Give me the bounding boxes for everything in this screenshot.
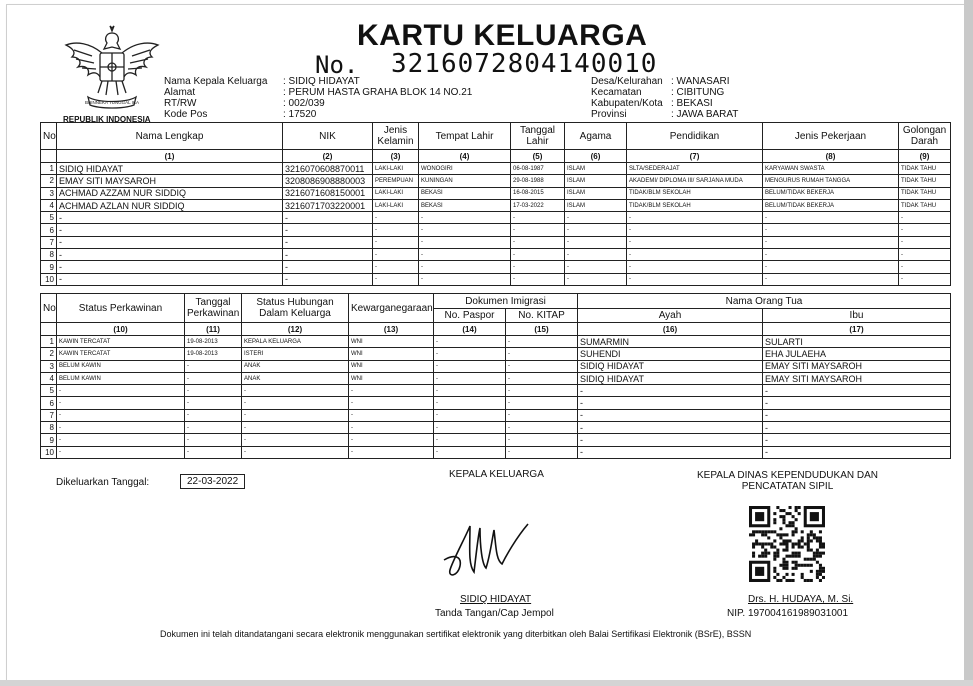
table-cell: ISLAM	[565, 199, 627, 211]
table-cell: -	[434, 434, 506, 446]
col-header: Tanggal Perkawinan	[185, 294, 242, 323]
table-row	[41, 273, 951, 285]
table-cell: -	[419, 236, 511, 248]
table-cell: -	[57, 409, 185, 421]
table-cell: -	[506, 397, 578, 409]
table-cell: -	[627, 261, 763, 273]
table-cell: -	[373, 261, 419, 273]
table-cell: -	[763, 249, 899, 261]
table-row	[41, 336, 951, 348]
table-cell: -	[511, 224, 565, 236]
table-cell: -	[419, 224, 511, 236]
table-cell: 9	[41, 261, 57, 273]
table-cell: MENGURUS RUMAH TANGGA	[763, 175, 899, 187]
column-number: (3)	[373, 150, 419, 163]
table-row	[41, 397, 951, 409]
table-cell: SIDIQ HIDAYAT	[578, 372, 763, 384]
table-cell: -	[899, 224, 951, 236]
table-cell: 8	[41, 422, 57, 434]
table-cell: 3	[41, 360, 57, 372]
column-number: (1)	[57, 150, 283, 163]
table-cell: -	[578, 434, 763, 446]
page-edge	[964, 0, 973, 686]
svg-text:BHINNEKA TUNGGAL IKA: BHINNEKA TUNGGAL IKA	[84, 100, 140, 105]
table-cell: 19-08-2013	[185, 336, 242, 348]
header-label: Kecamatan	[591, 87, 642, 98]
table-cell: SLTA/SEDERAJAT	[627, 163, 763, 175]
table-cell: ACHMAD AZLAN NUR SIDDIQ	[57, 199, 283, 211]
table-cell: -	[283, 224, 373, 236]
column-number: (16)	[578, 323, 763, 336]
table-cell: WNI	[349, 348, 434, 360]
table-row	[41, 360, 951, 372]
table-cell: -	[899, 249, 951, 261]
table-cell: -	[763, 273, 899, 285]
table-cell: -	[578, 446, 763, 458]
column-number: (13)	[349, 323, 434, 336]
table-cell: -	[185, 385, 242, 397]
column-number: (6)	[565, 150, 627, 163]
document-title: KARTU KELUARGA	[357, 19, 648, 52]
col-header: Pendidikan	[627, 123, 763, 150]
issued-date: 22-03-2022	[180, 474, 245, 489]
table-cell: 3208086908880003	[283, 175, 373, 187]
table-cell: BEKASI	[419, 199, 511, 211]
table-cell: -	[763, 446, 951, 458]
table-cell: -	[349, 434, 434, 446]
column-number: (10)	[57, 323, 185, 336]
col-header: Golongan Darah	[899, 123, 951, 150]
table-cell: 6	[41, 397, 57, 409]
table-cell: TIDAK TAHU	[899, 199, 951, 211]
table-cell: 3216071608150001	[283, 187, 373, 199]
table-cell: WNI	[349, 372, 434, 384]
table-cell: -	[242, 422, 349, 434]
table-cell: -	[57, 236, 283, 248]
table-cell: -	[899, 212, 951, 224]
header-label: RT/RW	[164, 98, 197, 109]
col-header: Nama Orang Tua	[578, 294, 951, 309]
table-cell: -	[185, 422, 242, 434]
table-cell: -	[627, 273, 763, 285]
table-cell: WNI	[349, 336, 434, 348]
table-cell: -	[349, 409, 434, 421]
table-cell: -	[506, 336, 578, 348]
table-cell: 3	[41, 187, 57, 199]
table-cell: -	[373, 273, 419, 285]
header-label: Kabupaten/Kota	[591, 98, 663, 109]
table-cell: LAKI-LAKI	[373, 187, 419, 199]
table-cell: -	[419, 273, 511, 285]
column-number: (11)	[185, 323, 242, 336]
table-cell: SULARTI	[763, 336, 951, 348]
table-cell: -	[242, 385, 349, 397]
table-cell: KAWIN TERCATAT	[57, 348, 185, 360]
header-right-labels	[591, 76, 663, 120]
table-cell: BEKASI	[419, 187, 511, 199]
table-cell: -	[57, 261, 283, 273]
table-cell: -	[763, 261, 899, 273]
table-row	[41, 175, 951, 187]
table-cell: ANAK	[242, 372, 349, 384]
column-number: (8)	[763, 150, 899, 163]
table-cell: EMAY SITI MAYSAROH	[763, 372, 951, 384]
table-row	[41, 434, 951, 446]
table-cell: BELUM/TIDAK BEKERJA	[763, 199, 899, 211]
table-cell: -	[434, 336, 506, 348]
family-card-number: 3216072804140010	[391, 49, 658, 79]
table-cell: -	[373, 236, 419, 248]
header-value: : SIDIQ HIDAYAT	[283, 76, 360, 87]
table-cell: -	[419, 212, 511, 224]
table-cell: -	[349, 385, 434, 397]
table-row	[41, 163, 951, 175]
table-cell: -	[57, 273, 283, 285]
table-row	[41, 385, 951, 397]
table-cell: -	[185, 446, 242, 458]
table-cell: -	[506, 360, 578, 372]
column-number: (2)	[283, 150, 373, 163]
table-cell: TIDAK TAHU	[899, 187, 951, 199]
table-cell: SUMARMIN	[578, 336, 763, 348]
table-cell: -	[185, 434, 242, 446]
table-cell: BELUM KAWIN	[57, 372, 185, 384]
table-cell: -	[627, 236, 763, 248]
col-header: Tempat Lahir	[419, 123, 511, 150]
official-title	[695, 470, 880, 492]
table-cell: -	[349, 397, 434, 409]
table-cell: 2	[41, 175, 57, 187]
table-cell: -	[763, 434, 951, 446]
table-cell: -	[434, 348, 506, 360]
header-left-labels	[164, 76, 267, 120]
table-cell: -	[565, 249, 627, 261]
col-header: Ibu	[763, 309, 951, 323]
header-value: : WANASARI	[671, 76, 730, 87]
col-header: Ayah	[578, 309, 763, 323]
table-cell: -	[283, 249, 373, 261]
table-cell: 8	[41, 249, 57, 261]
table-cell: 6	[41, 224, 57, 236]
header-value: : 17520	[283, 109, 317, 120]
table-cell: -	[434, 397, 506, 409]
table-cell: -	[434, 446, 506, 458]
table-cell: -	[506, 434, 578, 446]
table-cell: -	[899, 261, 951, 273]
table-cell: EHA JULAEHA	[763, 348, 951, 360]
table-cell: -	[565, 236, 627, 248]
col-header: No. Paspor	[434, 309, 506, 323]
col-header: Kewarganegaraan	[349, 294, 434, 323]
table-row	[41, 199, 951, 211]
header-label: Provinsi	[591, 109, 627, 120]
table-cell: 2	[41, 348, 57, 360]
table-cell: -	[511, 249, 565, 261]
table-cell: -	[565, 273, 627, 285]
table-cell: 29-08-1988	[511, 175, 565, 187]
column-number-row	[41, 150, 951, 163]
number-label: No.	[315, 51, 359, 79]
table-cell: -	[57, 397, 185, 409]
table-row	[41, 261, 951, 273]
table-cell: -	[627, 249, 763, 261]
official-nip: NIP. 197004161989031001	[727, 608, 849, 619]
family-members-table	[40, 122, 951, 286]
table-cell: 1	[41, 336, 57, 348]
table-cell: 10	[41, 273, 57, 285]
table-cell: TIDAK/BLM SEKOLAH	[627, 199, 763, 211]
table-cell: 1	[41, 163, 57, 175]
table-cell: -	[283, 212, 373, 224]
table-cell: -	[185, 397, 242, 409]
table-cell: -	[763, 409, 951, 421]
col-header: No. KITAP	[506, 309, 578, 323]
table-cell: KEPALA KELUARGA	[242, 336, 349, 348]
issued-label: Dikeluarkan Tanggal:	[56, 477, 150, 488]
col-header: Jenis Kelamin	[373, 123, 419, 150]
table-cell: ANAK	[242, 360, 349, 372]
table-cell: 7	[41, 236, 57, 248]
table-row	[41, 249, 951, 261]
table-cell: 5	[41, 212, 57, 224]
table-cell: -	[57, 434, 185, 446]
table-cell: -	[242, 434, 349, 446]
table-cell: KAWIN TERCATAT	[57, 336, 185, 348]
column-number: (14)	[434, 323, 506, 336]
signature-caption: Tanda Tangan/Cap Jempol	[435, 608, 554, 619]
column-number: (4)	[419, 150, 511, 163]
table-cell: PEREMPUAN	[373, 175, 419, 187]
table-cell: -	[242, 446, 349, 458]
table-cell: -	[57, 249, 283, 261]
column-number: (12)	[242, 323, 349, 336]
table-header-row	[41, 123, 951, 150]
official-title-line: PENCATATAN SIPIL	[741, 481, 834, 492]
header-value: : CIBITUNG	[671, 87, 725, 98]
table-cell: -	[627, 212, 763, 224]
table-cell: -	[434, 422, 506, 434]
qr-code-icon	[749, 506, 825, 582]
table-cell: -	[578, 422, 763, 434]
table-cell: -	[763, 224, 899, 236]
table-cell: -	[434, 385, 506, 397]
emblem-caption: REPUBLIK INDONESIA	[63, 115, 151, 124]
table-cell: LAKI-LAKI	[373, 163, 419, 175]
table-cell: -	[763, 397, 951, 409]
header-left-values	[283, 76, 472, 120]
col-header: Nama Lengkap	[57, 123, 283, 150]
page-edge	[0, 680, 973, 686]
col-header: Status Perkawinan	[57, 294, 185, 323]
table-cell: -	[578, 397, 763, 409]
table-cell: -	[434, 409, 506, 421]
table-cell: -	[763, 422, 951, 434]
table-cell: -	[349, 422, 434, 434]
table-cell: -	[419, 249, 511, 261]
table-cell: 06-08-1987	[511, 163, 565, 175]
table-cell: -	[242, 409, 349, 421]
header-value: : BEKASI	[671, 98, 713, 109]
table-cell: -	[899, 273, 951, 285]
col-header: Dokumen Imigrasi	[434, 294, 578, 309]
table-cell: -	[434, 360, 506, 372]
table-cell: 16-08-2015	[511, 187, 565, 199]
table-cell: -	[185, 372, 242, 384]
garuda-emblem-icon	[62, 23, 162, 119]
table-cell: KUNINGAN	[419, 175, 511, 187]
table-cell: -	[57, 446, 185, 458]
table-cell: 3216070608870011	[283, 163, 373, 175]
table-row	[41, 236, 951, 248]
table-cell: -	[283, 261, 373, 273]
table-cell: 19-08-2013	[185, 348, 242, 360]
official-title-line: KEPALA DINAS KEPENDUDUKAN DAN	[697, 470, 878, 481]
table-cell: 4	[41, 199, 57, 211]
table-cell: AKADEMI/ DIPLOMA III/ SARJANA MUDA	[627, 175, 763, 187]
table-cell: 10	[41, 446, 57, 458]
table-row	[41, 212, 951, 224]
table-cell: ISLAM	[565, 163, 627, 175]
col-header: No	[41, 294, 57, 323]
header-label: Nama Kepala Keluarga	[164, 76, 268, 87]
table-cell: WONOGIRI	[419, 163, 511, 175]
head-of-family-name: SIDIQ HIDAYAT	[460, 594, 532, 605]
table-row	[41, 187, 951, 199]
col-header: Status Hubungan Dalam Keluarga	[242, 294, 349, 323]
official-name: Drs. H. HUDAYA, M. Si.	[748, 594, 854, 605]
col-header: Tanggal Lahir	[511, 123, 565, 150]
header-value: : 002/039	[283, 98, 325, 109]
table-cell: 9	[41, 434, 57, 446]
header-label: Desa/Kelurahan	[591, 76, 663, 87]
table-cell: KARYAWAN SWASTA	[763, 163, 899, 175]
table-cell: LAKI-LAKI	[373, 199, 419, 211]
table-cell: ACHMAD AZZAM NUR SIDDIQ	[57, 187, 283, 199]
table-cell: -	[511, 273, 565, 285]
table-row	[41, 224, 951, 236]
col-header: Agama	[565, 123, 627, 150]
table-cell: -	[506, 348, 578, 360]
table-cell: BELUM KAWIN	[57, 360, 185, 372]
table-cell: -	[511, 261, 565, 273]
table-cell: -	[763, 236, 899, 248]
table-row	[41, 409, 951, 421]
table-cell: -	[242, 397, 349, 409]
table-cell: TIDAK/BLM SEKOLAH	[627, 187, 763, 199]
table-cell: ISLAM	[565, 175, 627, 187]
header-label: Kode Pos	[164, 109, 208, 120]
column-number-row	[41, 323, 951, 336]
table-cell: -	[434, 372, 506, 384]
table-cell: -	[57, 224, 283, 236]
table-cell: -	[57, 422, 185, 434]
table-cell: -	[565, 224, 627, 236]
table-cell: ISTERI	[242, 348, 349, 360]
table-cell: -	[511, 212, 565, 224]
table-cell: -	[506, 385, 578, 397]
table-cell: 17-03-2022	[511, 199, 565, 211]
table-cell: SIDIQ HIDAYAT	[57, 163, 283, 175]
table-cell: -	[763, 212, 899, 224]
table-header-row	[41, 294, 951, 309]
table-cell: 7	[41, 409, 57, 421]
header-value: : PERUM HASTA GRAHA BLOK 14 NO.21	[283, 87, 473, 98]
table-cell: EMAY SITI MAYSAROH	[763, 360, 951, 372]
header-value: : JAWA BARAT	[671, 109, 739, 120]
table-cell: -	[578, 409, 763, 421]
table-cell: 3216071703220001	[283, 199, 373, 211]
col-header: Jenis Pekerjaan	[763, 123, 899, 150]
table-cell: -	[506, 446, 578, 458]
column-number: (5)	[511, 150, 565, 163]
table-row	[41, 446, 951, 458]
table-cell: -	[57, 212, 283, 224]
marital-and-parents-table	[40, 293, 951, 459]
table-cell: -	[627, 224, 763, 236]
table-cell: SUHENDI	[578, 348, 763, 360]
table-cell: -	[899, 236, 951, 248]
table-cell: -	[185, 409, 242, 421]
electronic-signature-disclaimer: Dokumen ini telah ditandatangani secara elektronik menggunakan sertifikat elektronik yang diterbitkan oleh Balai Sertifikasi Elektronik (BSrE), BSSN	[160, 629, 752, 639]
table-cell: -	[511, 236, 565, 248]
table-cell: BELUM/TIDAK BEKERJA	[763, 187, 899, 199]
table-cell: -	[373, 249, 419, 261]
table-cell: WNI	[349, 360, 434, 372]
table-cell: ISLAM	[565, 187, 627, 199]
table-cell: -	[506, 372, 578, 384]
table-cell: -	[419, 261, 511, 273]
table-cell: -	[349, 446, 434, 458]
signature-icon	[440, 516, 530, 586]
table-cell: -	[185, 360, 242, 372]
table-row	[41, 422, 951, 434]
table-cell: -	[373, 212, 419, 224]
table-cell: 5	[41, 385, 57, 397]
table-cell: -	[565, 212, 627, 224]
table-cell: SIDIQ HIDAYAT	[578, 360, 763, 372]
table-cell: -	[57, 385, 185, 397]
head-of-family-title: KEPALA KELUARGA	[449, 469, 544, 480]
table-cell: 4	[41, 372, 57, 384]
table-cell: -	[283, 273, 373, 285]
table-cell: EMAY SITI MAYSAROH	[57, 175, 283, 187]
table-cell: -	[506, 422, 578, 434]
col-header: NIK	[283, 123, 373, 150]
table-row	[41, 372, 951, 384]
column-number: (15)	[506, 323, 578, 336]
column-number: (17)	[763, 323, 951, 336]
column-number: (9)	[899, 150, 951, 163]
table-cell: -	[373, 224, 419, 236]
table-cell: TIDAK TAHU	[899, 163, 951, 175]
table-cell: -	[283, 236, 373, 248]
column-number: (7)	[627, 150, 763, 163]
header-right-values	[671, 76, 738, 120]
col-header: No	[41, 123, 57, 150]
table-cell: TIDAK TAHU	[899, 175, 951, 187]
table-cell: -	[565, 261, 627, 273]
table-cell: -	[763, 385, 951, 397]
table-row	[41, 348, 951, 360]
header-label: Alamat	[164, 87, 196, 98]
table-cell: -	[578, 385, 763, 397]
table-cell: -	[506, 409, 578, 421]
